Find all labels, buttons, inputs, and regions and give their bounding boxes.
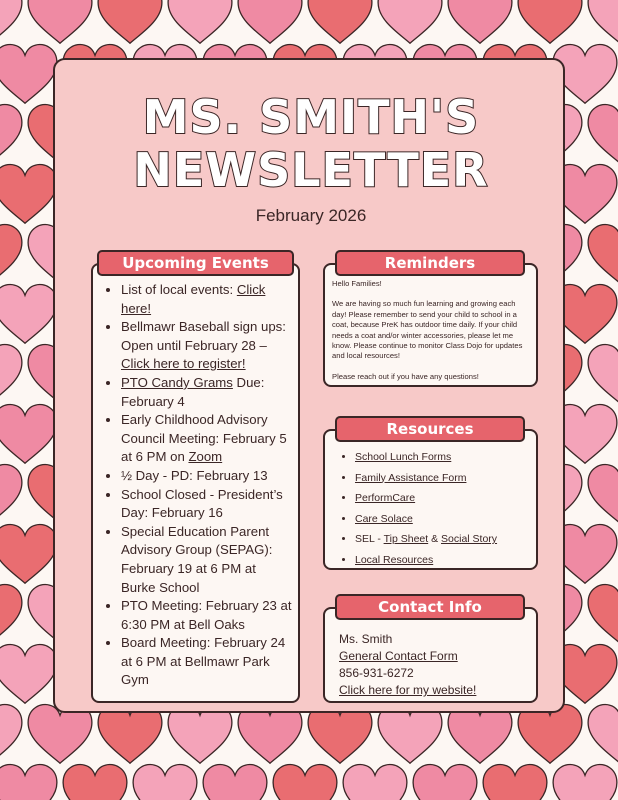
heart-icon [0,284,57,343]
events-list [93,265,298,690]
heart-icon [0,44,57,103]
contact-box [323,607,538,703]
title-line-2: NEWSLETTER [133,143,489,197]
event-item [121,523,292,597]
events-heading: Upcoming Events [97,250,294,276]
heart-icon [518,0,582,43]
heart-icon [238,704,302,763]
reminders-closing: Please reach out if you have any questions! [332,371,479,381]
heart-icon [588,464,618,523]
event-text: Bellmawr Baseball sign ups: Open until February 28 – [121,319,286,353]
heart-icon [0,404,57,463]
event-text: Board Meeting: February 24 at 6 PM at Bellmawr Park Gym [121,635,286,688]
reminders-heading: Reminders [335,250,525,276]
event-text: Due: February 4 [121,374,265,409]
heart-icon [238,0,302,43]
sel-tip-sheet-link[interactable]: Tip Sheet [383,533,429,545]
event-text: PTO Meeting: February 23 at 6:30 PM at Bell Oaks [121,598,292,632]
event-item [121,597,292,634]
heart-icon [0,344,22,403]
list-item [355,468,532,489]
heart-icon [448,0,512,43]
list-item [355,550,532,571]
heart-icon [378,0,442,43]
event-text: ½ Day - PD: February 13 [121,467,268,483]
heart-icon [378,704,442,763]
heart-icon [28,704,92,763]
sel-prefix: SEL - [355,533,384,545]
newsletter-panel [53,58,565,713]
reminders-body: We are having so much fun learning and growing each day! Please remember to send your child to school in a coat, because PreK has outdoor time daily. If your child needs a coat and/or winter accessories, please let me know. Please continue to monitor Class Dojo for updates and local resources! [332,299,523,361]
event-item [121,486,292,523]
event-item [121,374,292,411]
contact-form-link[interactable]: General Contact Form [339,649,458,663]
heart-icon [588,704,618,763]
resources-heading: Resources [335,416,525,442]
heart-icon [588,224,618,283]
heart-icon [0,164,57,223]
heart-icon [308,704,372,763]
event-link[interactable]: PTO Candy Grams [121,374,233,390]
heart-icon [98,704,162,763]
heart-icon [588,584,618,643]
contact-phone: 856-931-6272 [339,666,414,680]
event-item [121,411,292,467]
website-link[interactable]: Click here for my website! [339,683,477,697]
resource-link-family[interactable]: Family Assistance Form [355,471,467,484]
event-item [121,281,292,318]
resources-box [323,429,538,570]
heart-icon [448,704,512,763]
heart-icon [0,0,22,43]
sel-amp: & [428,533,442,545]
heart-icon [98,0,162,43]
heart-icon [518,704,582,763]
heart-icon [203,764,267,800]
event-item [121,318,292,374]
heart-icon [0,464,22,523]
resource-link-caresolace[interactable]: Care Solace [355,512,413,525]
list-item [355,447,532,468]
event-item [121,467,292,486]
event-text: List of local events: [121,282,237,297]
newsletter-date: February 2026 [255,206,367,225]
heart-icon [0,704,22,763]
list-item [355,529,532,550]
heart-icon [168,0,232,43]
heart-icon [168,704,232,763]
heart-icon [273,764,337,800]
heart-icon [0,524,57,583]
list-item [355,509,532,530]
event-link[interactable]: Zoom [188,449,223,465]
heart-icon [0,584,22,643]
heart-icon [588,0,618,43]
heart-icon [413,764,477,800]
heart-icon [0,104,22,163]
reminders-greeting: Hello Families! [332,279,382,288]
heart-icon [343,764,407,800]
events-box [91,263,300,703]
heart-icon [0,224,22,283]
heart-icon [63,764,127,800]
heart-icon [483,764,547,800]
sel-social-story-link[interactable]: Social Story [441,533,498,545]
reminders-box [323,263,538,387]
heart-icon [553,764,617,800]
event-link[interactable]: Click here! [121,282,266,316]
heart-icon [308,0,372,43]
event-text: Early Childhood Advisory Council Meeting: February 5 at 6 PM on [121,412,287,465]
heart-icon [588,104,618,163]
heart-icon [588,344,618,403]
list-item [355,488,532,509]
resources-list [325,431,536,570]
event-text: Special Education Parent Advisory Group (SEPAG): February 19 at 6 PM at Burke School [121,523,273,595]
heart-icon [133,764,197,800]
resource-link-lunch[interactable]: School Lunch Forms [355,451,452,463]
resource-link-performcare[interactable]: PerformCare [355,492,416,504]
heart-icon [0,644,57,703]
heart-icon [0,764,57,800]
contact-name: Ms. Smith [339,632,393,646]
title-line-1: MS. SMITH'S [142,90,480,144]
event-link[interactable]: Click here to register! [121,356,246,372]
event-text: School Closed - President’s Day: February 16 [121,486,283,521]
contact-heading: Contact Info [335,594,525,620]
resource-link-local[interactable]: Local Resources [355,553,434,566]
event-item [121,634,292,690]
heart-icon [28,0,92,43]
